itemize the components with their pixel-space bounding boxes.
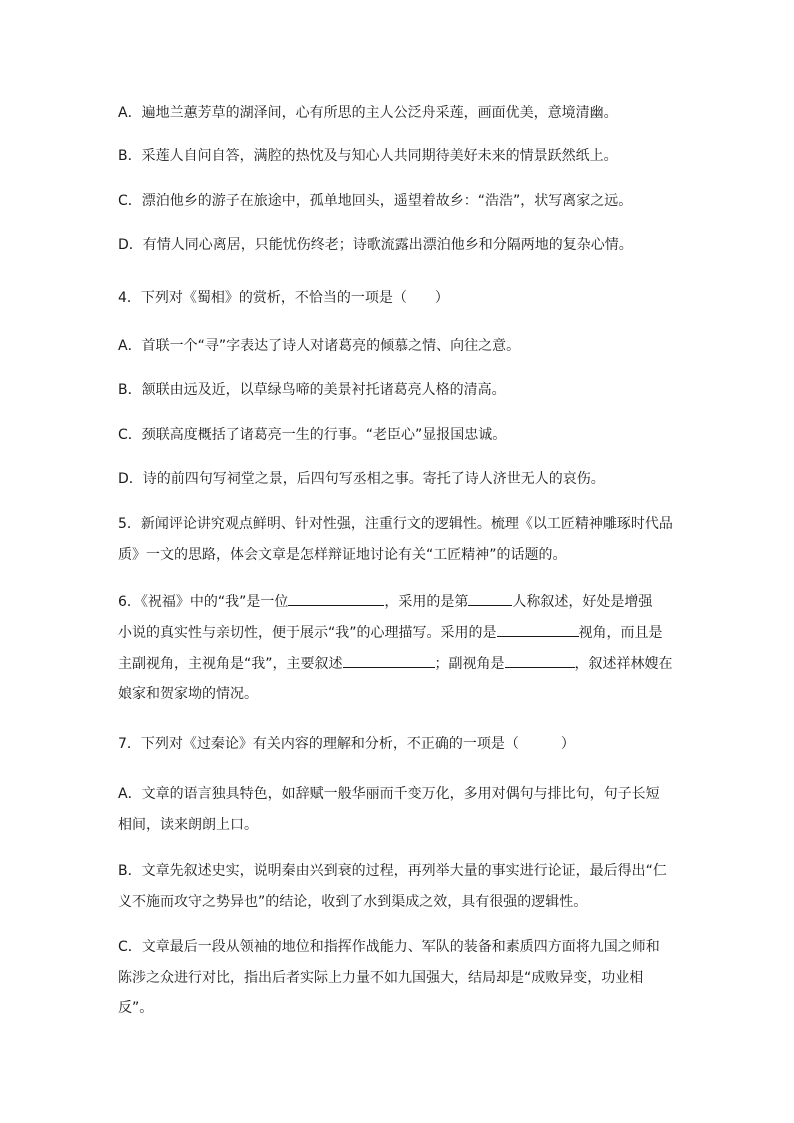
q7-stem: 7．下列对《过秦论》有关内容的理解和分析，不正确的一项是（ ） (118, 736, 575, 752)
q5-stem-line2: 质》一文的思路，体会文章是怎样辩证地讨论有关“工匠精神”的话题的。 (118, 547, 567, 563)
q6-text: 6．《祝福》中的“我”是一位 (118, 594, 289, 610)
q3-option-d: D．有情人同心离居，只能忧伤终老；诗歌流露出漂泊他乡和分隔两地的复杂心情。 (118, 237, 633, 253)
q6-text: ，叙述祥林嫂在 (574, 656, 673, 672)
q7-option-c-line2: 陈涉之众进行对比，指出后者实际上力量不如九国强大，结局却是“成败异变，功业相 (118, 970, 644, 986)
q6-blank-3[interactable] (497, 623, 579, 637)
q7-option-c-line1: C．文章最后一段从领袖的地位和指挥作战能力、军队的装备和素质四方面将九国之师和 (118, 939, 660, 955)
q7-option-b-line1: B．文章先叙述史实，说明秦由兴到衰的过程，再列举大量的事实进行论证，最后得出“仁 (118, 863, 667, 879)
q4-option-c: C．颈联高度概括了诸葛亮一生的行事。“老臣心”显报国忠诚。 (118, 427, 507, 443)
q6-line3 (118, 654, 673, 673)
q6-line2 (118, 623, 663, 642)
q6-text: ，采用的是第 (384, 594, 469, 610)
q4-stem: 4．下列对《蜀相》的赏析，不恰当的一项是（ ） (118, 290, 449, 306)
q6-line4: 娘家和贺家坳的情况。 (118, 686, 258, 702)
q6-text: 视角，而且是 (578, 625, 663, 641)
q6-text: ；副视角是 (434, 656, 505, 672)
q6-text: 小说的真实性与亲切性，便于展示“我”的心理描写。采用的是 (118, 625, 497, 641)
q7-option-c-line3: 反”。 (118, 1000, 154, 1016)
q6-line1 (118, 592, 652, 611)
q4-option-b: B．颔联由远及近，以草绿鸟啼的美景衬托诸葛亮人格的清高。 (118, 382, 506, 398)
q3-option-c: C．漂泊他乡的游子在旅途中，孤单地回头，遥望着故乡：“浩浩”，状写离家之远。 (118, 193, 633, 209)
q5-stem-line1: 5．新闻评论讲究观点鲜明、针对性强，注重行文的逻辑性。梳理《以工匠精神雕琢时代品 (118, 516, 673, 532)
q3-option-b: B．采莲人自问自答，满腔的热忱及与知心人共同期待美好未来的情景跃然纸上。 (118, 148, 618, 164)
q4-option-d: D．诗的前四句写祠堂之景，后四句写丞相之事。寄托了诗人济世无人的哀伤。 (118, 471, 605, 487)
q6-text: 人称叙述，好处是增强 (512, 594, 653, 610)
q6-blank-5[interactable] (505, 654, 575, 668)
q7-option-b-line2: 义不施而攻守之势异也”的结论，收到了水到渠成之效，具有很强的逻辑性。 (118, 894, 588, 910)
q6-blank-1[interactable] (288, 592, 384, 606)
q7-option-a-line2: 相间，读来朗朗上口。 (118, 817, 258, 833)
q3-option-a: A．遍地兰蕙芳草的湖泽间，心有所思的主人公泛舟采莲，画面优美，意境清幽。 (118, 105, 618, 121)
q4-option-a: A．首联一个“寻”字表达了诗人对诸葛亮的倾慕之情、向往之意。 (118, 338, 521, 354)
q7-option-a-line1: A．文章的语言独具特色，如辞赋一般华丽而千变万化，多用对偶句与排比句，句子长短 (118, 786, 660, 802)
q6-blank-2[interactable] (468, 592, 512, 606)
q6-blank-4[interactable] (343, 654, 435, 668)
q6-text: 主副视角，主视角是“我”，主要叙述 (118, 656, 343, 672)
